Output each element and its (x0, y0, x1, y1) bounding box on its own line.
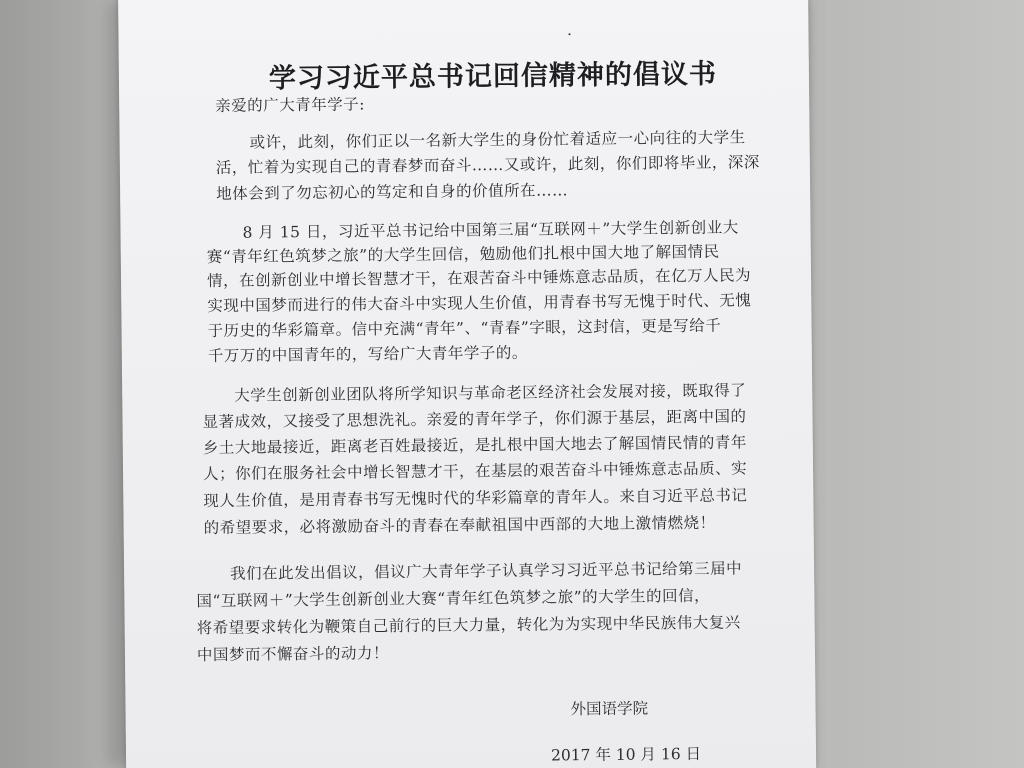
date: 2017 年 10 月 16 日 (550, 744, 702, 765)
ink-speck (568, 33, 570, 35)
paragraph-2-line-1: 8 月 15 日，习近平总书记给中国第三届“互联网＋”大学生创新创业大 (242, 218, 739, 242)
paragraph-3-line-1: 大学生创新创业团队将所学知识与革命老区经济社会发展对接，既取得了 (234, 381, 747, 405)
paper-sheet (118, 0, 816, 768)
paragraph-2-line-6: 千万万的中国青年的，写给广大青年学子的。 (207, 343, 528, 366)
paragraph-4-line-3: 将希望要求转化为鞭策自己前行的巨大力量，转化为为实现中华民族伟大复兴 (196, 613, 741, 638)
paragraph-3-line-2: 显著成效，又接受了思想洗礼。亲爱的青年学子，你们源于基层，距离中国的 (202, 407, 747, 432)
document (118, 0, 816, 768)
paragraph-1-line-2: 活，忙着为实现自己的青春梦而奋斗……又或许，此刻，你们即将毕业，深深 (215, 153, 760, 177)
paragraph-2-line-3: 情，在创新创业中增长智慧才干，在艰苦奋斗中锤炼意志品质，在亿万人民为 (206, 266, 752, 291)
paragraph-4-line-2: 国“互联网＋”大学生创新创业大赛“青年红色筑梦之旅”的大学生的回信， (196, 586, 711, 611)
document-title: 学习习近平总书记回信精神的倡议书 (268, 58, 718, 95)
salutation: 亲爱的广大青年学子: (215, 95, 366, 115)
paragraph-1-line-1: 或许，此刻，你们正以一名新大学生的身份忙着适应一心向往的大学生 (249, 128, 746, 152)
paragraph-2-line-4: 实现中国梦而进行的伟大奋斗中实现人生价值，用青春书写无愧于时代、无愧 (207, 291, 752, 316)
paragraph-4-line-4: 中国梦而不懈奋斗的动力！ (196, 644, 390, 665)
paragraph-3-line-3: 乡土大地最接近，距离老百姓最接近，是扎根中国大地去了解国情民情的青年 (202, 433, 747, 458)
paragraph-1-line-3: 地体会到了勿忘初心的笃定和自身的价值所在…… (216, 181, 569, 203)
paragraph-3-line-5: 现人生价值，是用青春书写无愧时代的华彩篇章的青年人。来自习近平总书记 (203, 486, 748, 511)
paragraph-2-line-2: 赛“青年红色筑梦之旅”的大学生回信，勉励他们扎根中国大地了解国情民 (206, 242, 720, 267)
signature: 外国语学院 (570, 699, 649, 719)
paragraph-3-line-4: 人；你们在服务社会中增长智慧才干，在基层的艰苦奋斗中锤炼意志品质、实 (202, 459, 748, 484)
paragraph-3-line-6: 的希望要求，必将激励奋斗的青春在奉献祖国中西部的大地上激情燃烧！ (203, 513, 716, 538)
paragraph-4-line-1: 我们在此发出倡议，倡议广大青年学子认真学习习近平总书记给第三届中 (230, 559, 743, 583)
paragraph-2-line-5: 于历史的华彩篇章。信中充满“青年”、“青春”字眼，这封信，更是写给千 (207, 316, 722, 341)
